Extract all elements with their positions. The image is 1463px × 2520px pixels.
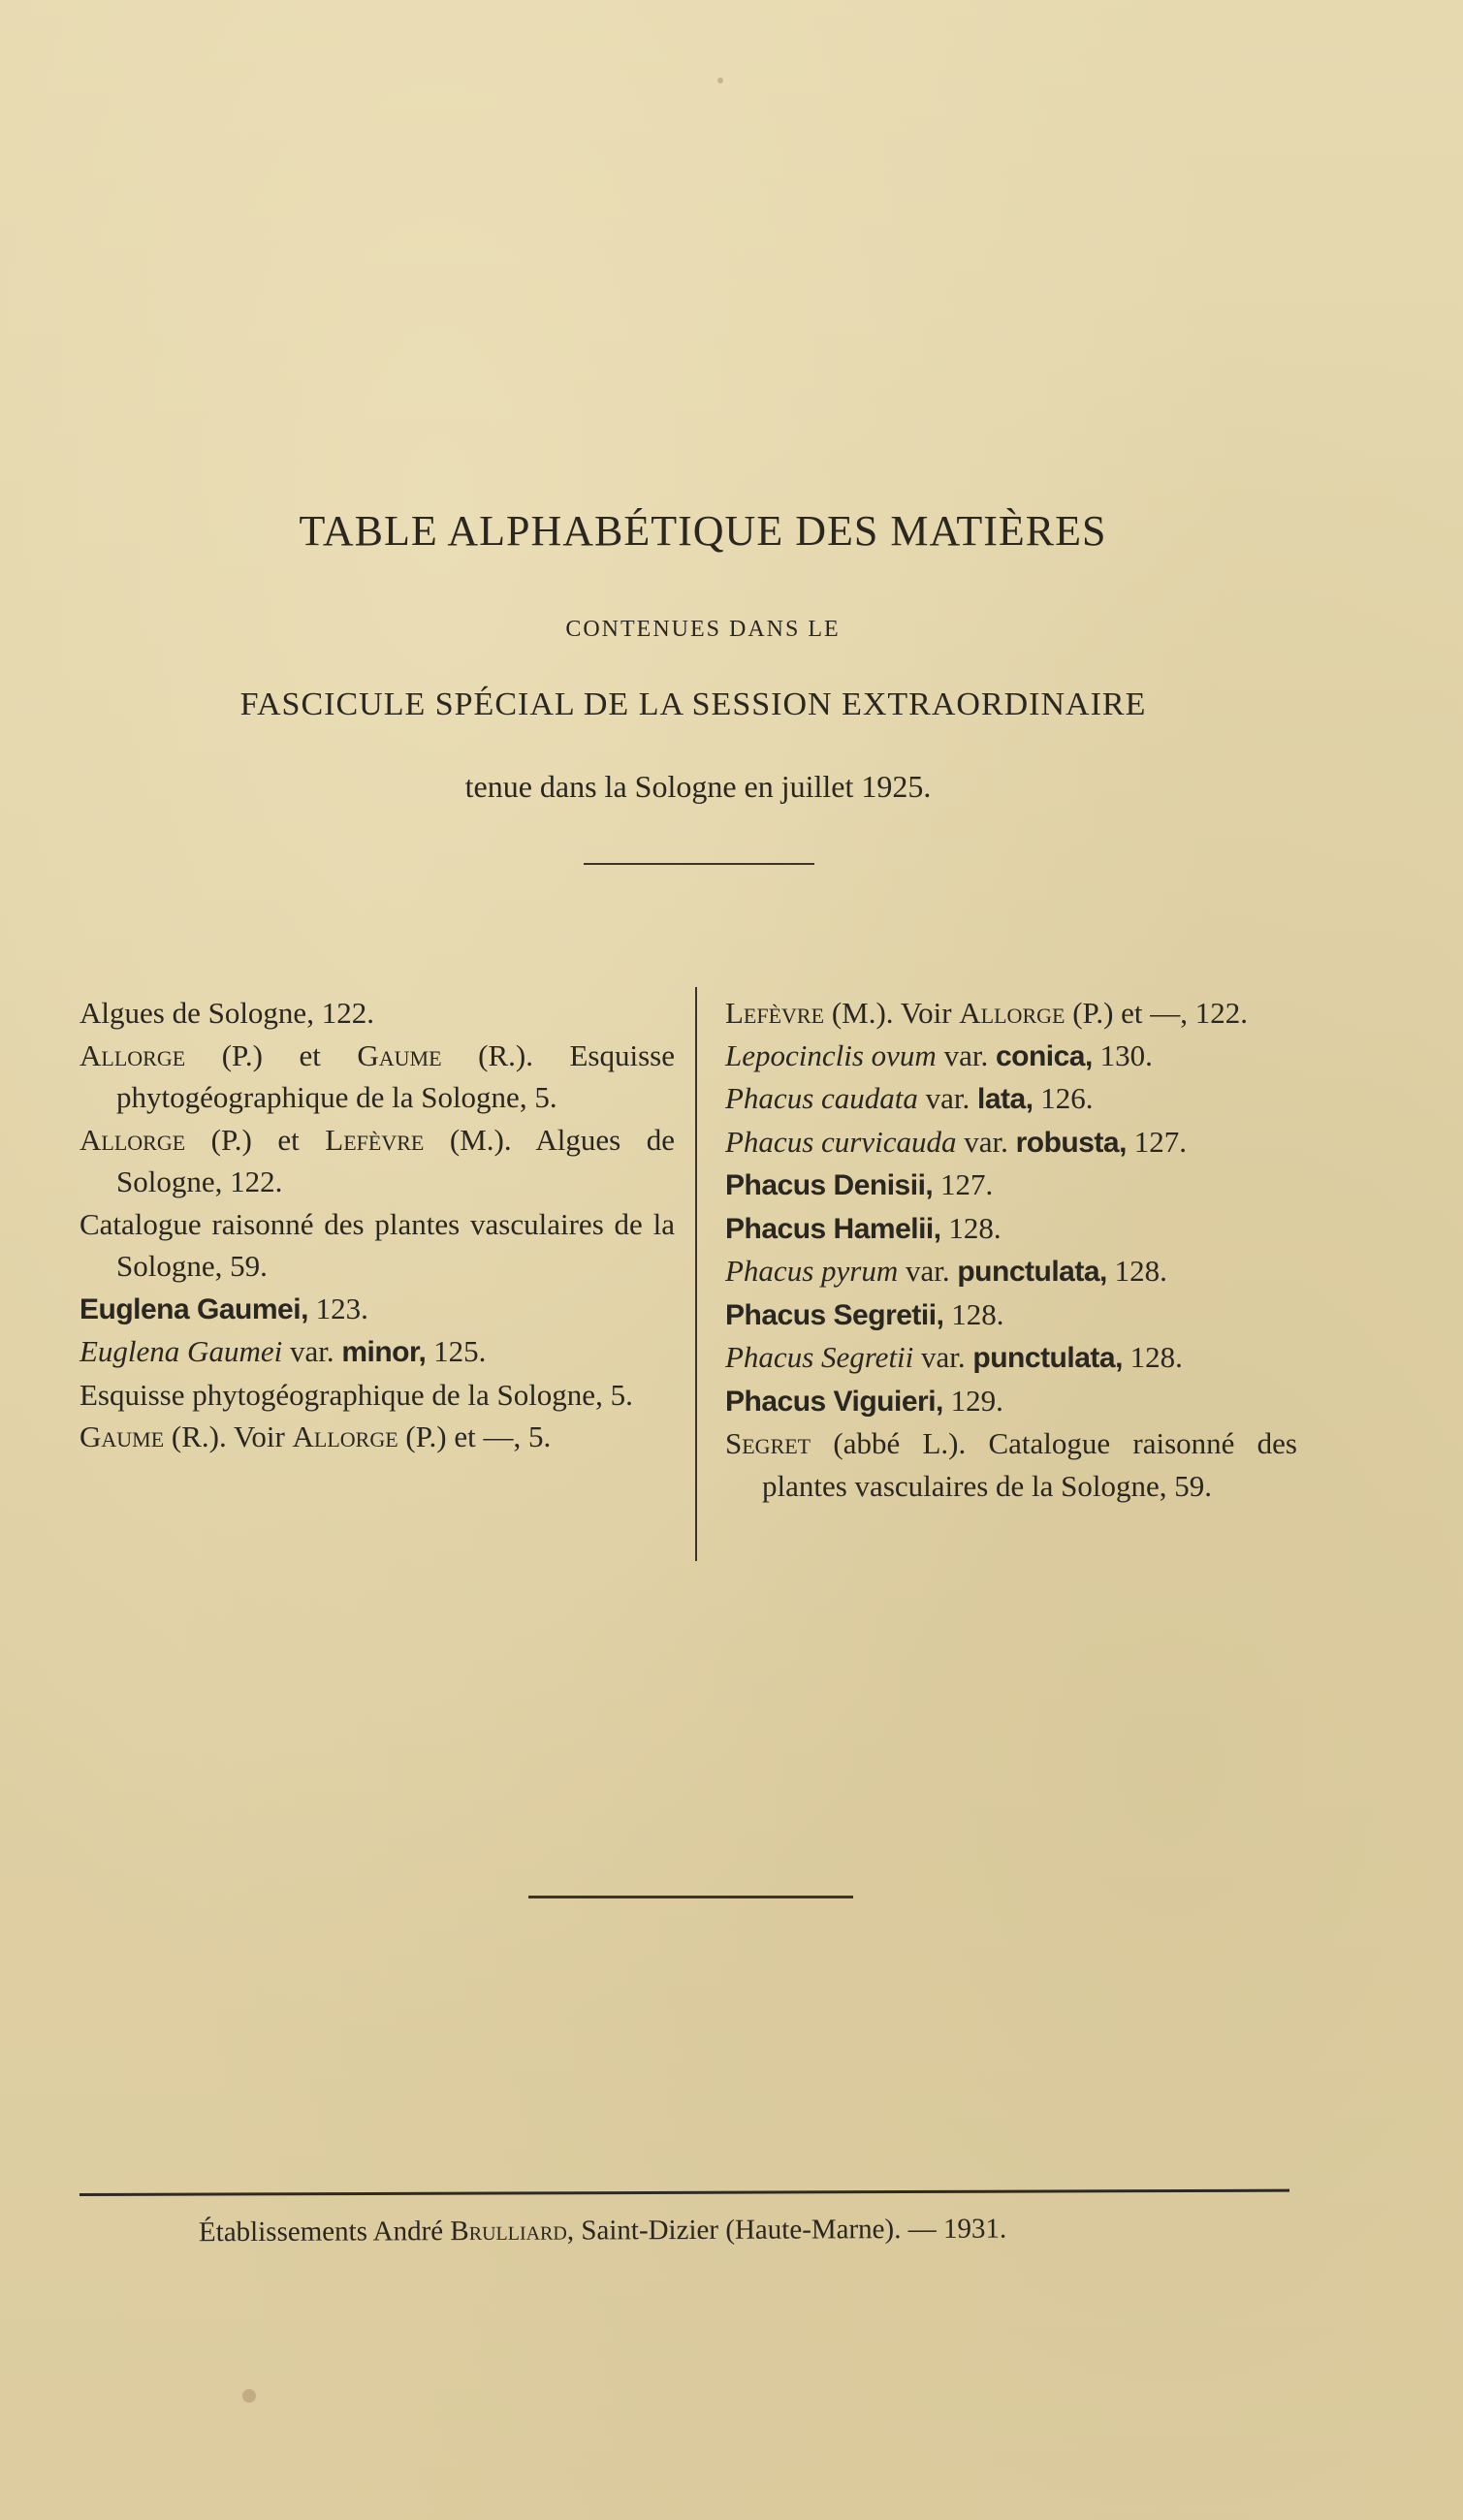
author-name: Allorge [292,1419,398,1453]
index-entry [725,1121,1297,1164]
header-divider [584,863,814,865]
entry-text: (R.). Esquisse phytogéographique de la Sologne, 5. [116,1037,675,1114]
author-name: Lefèvre [325,1122,425,1157]
index-entry [725,1207,1297,1251]
page-number: 127. [933,1167,994,1201]
entry-text: Catalogue raisonné des plantes vasculaires de la Sologne, 59. [80,1206,675,1283]
entry-text: (abbé L.). Catalogue raisonné des plantes vasculaires de la Sologne, 59. [762,1426,1297,1503]
page-number: 128. [1106,1254,1167,1288]
index-entry [725,1336,1297,1380]
entry-text: Esquisse phytogéographique de la Sologne, 5. [80,1377,633,1412]
variety-marker: var. [898,1254,958,1288]
taxon-name: Phacus curvicauda [725,1124,957,1159]
index-entry [80,1416,675,1458]
variety-marker: var. [936,1037,996,1072]
index-entry [725,992,1297,1035]
paper-stain [717,78,723,83]
page-number: 129. [942,1383,1003,1418]
index-entry [80,1035,675,1119]
index-entry [80,1203,675,1288]
page-number: 126. [1033,1081,1094,1115]
author-name: Allorge [80,1122,186,1157]
index-entry [80,1374,675,1417]
variety-marker: var. [956,1124,1016,1159]
index-entry [80,992,675,1035]
column-divider [695,987,697,1561]
fascicule-heading: FASCICULE SPÉCIAL DE LA SESSION EXTRAORDINAIRE [239,686,1147,722]
index-entry [725,1077,1297,1121]
printer-name: Brulliard [450,2215,567,2248]
colophon-prefix: Établissements André [198,2216,451,2249]
variety-name: minor, [341,1336,427,1368]
variety-name: punctulata, [972,1342,1123,1374]
taxon-name: Phacus Segretii, [725,1298,944,1331]
page-number: 123. [307,1291,368,1325]
author-name: Allorge [959,996,1065,1030]
taxon-name: Lepocinclis ovum [725,1037,937,1072]
index-entry [725,1164,1297,1207]
entry-text: Algues de Sologne, 122. [80,996,374,1030]
entry-text: (P.) et —, 5. [398,1419,552,1453]
taxon-name: Phacus caudata [725,1081,918,1115]
index-column-left [80,992,675,1458]
index-entry [725,1250,1297,1293]
entry-text: (P.) et [185,1122,326,1157]
variety-marker: var. [913,1340,973,1374]
variety-marker: var. [282,1334,342,1368]
index-entry [80,1330,675,1374]
variety-name: lata, [977,1083,1034,1115]
page-number: 128. [1122,1340,1183,1374]
author-name: Segret [725,1426,811,1460]
author-name: Gaume [357,1037,442,1072]
page-number: 127. [1126,1124,1187,1159]
entry-text: (P.) et —, 122. [1065,996,1249,1030]
colophon-rule [80,2189,1289,2196]
entry-text: (P.) et [185,1037,358,1072]
index-entry [80,1119,675,1203]
variety-marker: var. [917,1081,978,1115]
index-entry [725,1035,1297,1078]
variety-name: robusta, [1015,1126,1127,1159]
taxon-name: Phacus Denisii, [725,1169,934,1201]
taxon-name: Phacus Hamelii, [725,1212,941,1245]
author-name: Lefèvre [725,996,825,1030]
session-heading: tenue dans la Sologne en juillet 1925. [464,769,932,804]
entry-text: (R.). Voir [164,1419,293,1453]
taxon-name: Phacus Viguieri, [725,1385,943,1418]
taxon-name: Euglena Gaumei [80,1334,283,1368]
index-entry [80,1288,675,1331]
colophon-suffix: , Saint-Dizier (Haute-Marne). — 1931. [566,2213,1007,2247]
entry-text: (M.). Algues de Sologne, 122. [116,1122,675,1198]
author-name: Allorge [80,1037,186,1072]
author-name: Gaume [80,1419,165,1453]
page-number: 128. [943,1296,1004,1331]
end-divider [528,1896,853,1898]
printer-colophon [199,2213,1188,2249]
taxon-name: Phacus pyrum [725,1254,899,1288]
page-number: 128. [940,1210,1002,1245]
variety-name: conica, [995,1039,1093,1072]
paper-stain [242,2389,256,2403]
taxon-name: Euglena Gaumei, [80,1292,308,1325]
page-number: 130. [1092,1037,1153,1072]
entry-text: (M.). Voir [824,996,960,1030]
page-subtitle: CONTENUES DANS LE [565,617,841,642]
index-column-right [725,992,1297,1507]
taxon-name: Phacus Segretii [725,1340,914,1374]
index-entry [725,1422,1297,1507]
page-title: TABLE ALPHABÉTIQUE DES MATIÈRES [299,507,1107,555]
index-entry [725,1293,1297,1337]
variety-name: punctulata, [957,1256,1107,1288]
index-entry [725,1380,1297,1423]
page-number: 125. [426,1334,487,1368]
